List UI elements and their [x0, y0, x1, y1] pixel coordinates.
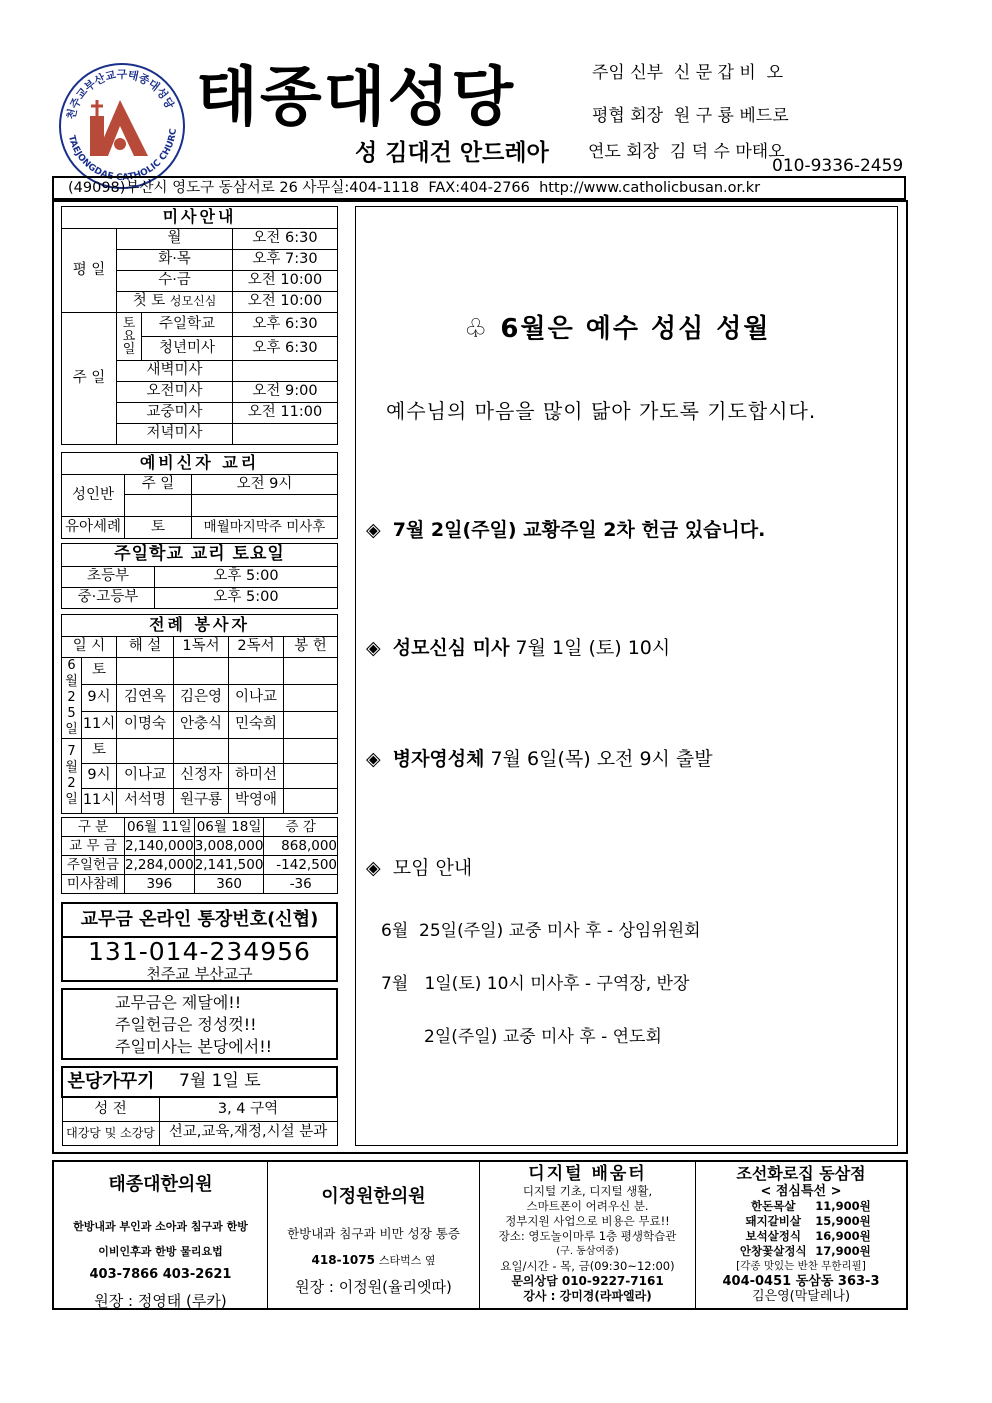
liturgy-cell	[174, 739, 229, 764]
ad-line: 한방내과 부인과 소아과 침구과 한방	[73, 1220, 248, 1233]
announcement-text: 병자영성체	[392, 748, 485, 770]
ad-line: 요일/시간 - 목, 금(09:30~12:00)	[500, 1259, 675, 1273]
finance-header: 구 분	[62, 818, 125, 837]
finance-label: 주일헌금	[62, 856, 125, 875]
finance-header: 06월 18일	[194, 818, 264, 837]
mass-time	[233, 361, 338, 382]
ad-phone: 403-7866 403-2621	[89, 1267, 232, 1282]
sunday-label: 주 일	[62, 313, 117, 445]
mass-day	[117, 292, 233, 313]
notice-line: 주일헌금은 정성껏!!	[115, 1015, 257, 1034]
announcement-item	[366, 515, 765, 542]
catechumen-table	[61, 452, 338, 539]
notice-line: 교무금은 제달에!!	[115, 993, 242, 1012]
liturgy-cell	[229, 658, 284, 685]
ad-teacher: 강사 : 강미경(라파엘라)	[523, 1289, 652, 1303]
liturgy-cell: 이명숙	[117, 712, 174, 739]
ad-line: 디지털 기초, 디지털 생활,	[522, 1184, 653, 1198]
mass-time: 오전 10:00	[233, 292, 338, 313]
notice-line: 주일미사는 본당에서!!	[115, 1037, 273, 1056]
mass-name: 주일학교	[142, 313, 233, 337]
mass-time: 오후 6:30	[233, 337, 338, 361]
adult-class-time: 오전 9시	[192, 475, 338, 495]
ad-owner: 김은영(막달레나)	[751, 1289, 851, 1304]
ad-digital-learning	[480, 1162, 696, 1308]
prayer-line: 예수님의 마음을 많이 닮아 가도록 기도합시다.	[386, 399, 817, 423]
mass-name: 청년미사	[142, 337, 233, 361]
announcement-item	[366, 853, 472, 880]
finance-table	[61, 817, 338, 894]
first-saturday-label: 첫 토	[132, 293, 166, 310]
liturgy-cell	[284, 789, 338, 814]
liturgy-time: 토	[82, 658, 117, 685]
liturgy-cell: 김연옥	[117, 685, 174, 712]
cleaning-date: 7월 1일 토	[159, 1067, 337, 1097]
council-president-line: 평협 회장 원 구 룡 베드로	[592, 106, 789, 126]
liturgy-header: 1독서	[174, 637, 229, 658]
ad-phone-row	[268, 1252, 479, 1268]
mass-name: 교중미사	[117, 403, 233, 424]
finance-label: 미사참례	[62, 875, 125, 894]
finance-value: 2,284,000	[125, 856, 194, 873]
liturgy-title: 전례 봉사자	[62, 615, 338, 637]
liturgy-time: 11시	[82, 789, 117, 814]
liturgy-header: 해 설	[117, 637, 174, 658]
announcement-text: 모임 안내	[392, 857, 473, 879]
liturgy-cell: 이나교	[117, 764, 174, 789]
patron-saint-subtitle: 성 김대건 안드레아	[355, 140, 549, 166]
liturgy-header: 2독서	[229, 637, 284, 658]
sunday-school-title: 주일학교 교리 토요일	[62, 544, 338, 567]
menu-item	[696, 1244, 906, 1259]
ad-line: 장소: 영도놀이마루 1층 평생학습관	[498, 1229, 677, 1243]
ad-name: 디지털 배움터	[528, 1164, 647, 1184]
finance-header: 증 감	[264, 818, 338, 837]
liturgy-header: 봉 헌	[284, 637, 338, 658]
diamond-bullet-icon: ◈	[366, 748, 381, 770]
diamond-bullet-icon: ◈	[366, 637, 381, 659]
finance-label: 교 무 금	[62, 837, 125, 856]
liturgy-cell	[229, 739, 284, 764]
liturgy-cell	[117, 739, 174, 764]
diamond-bullet-icon: ◈	[366, 857, 381, 879]
month-theme-heading: ♧ 6월은 예수 성심 성월	[464, 314, 771, 344]
liturgy-cell: 이나교	[229, 685, 284, 712]
finance-value: 2,140,000	[125, 837, 194, 854]
ad-subtitle: < 점심특선 >	[760, 1184, 842, 1199]
ad-director: 원장 : 이정원(율리엣따)	[295, 1278, 452, 1296]
finance-value: 396	[125, 875, 195, 894]
announcement-item	[366, 744, 713, 771]
meeting-line: 2일(주일) 교중 미사 후 - 연도회	[424, 1027, 662, 1047]
mass-time: 오전 10:00	[233, 271, 338, 292]
liturgy-date	[62, 739, 82, 814]
mass-day: 화·목	[117, 250, 233, 271]
finance-diff: -36	[264, 875, 338, 894]
liturgy-time: 11시	[82, 712, 117, 739]
liturgy-cell: 김은영	[174, 685, 229, 712]
mass-day: 월	[117, 229, 233, 250]
ad-name: 태종대한의원	[108, 1174, 213, 1195]
sunday-school-table	[61, 543, 338, 609]
finance-value: 3,008,000	[194, 837, 264, 854]
menu-name: 보석살정식	[745, 1229, 802, 1243]
menu-name: 안창꽃살정식	[739, 1244, 807, 1258]
liturgy-cell	[284, 739, 338, 764]
liturgy-cell: 박영애	[229, 789, 284, 814]
school-group: 초등부	[62, 567, 155, 588]
mass-schedule-title: 미사안내	[62, 207, 338, 229]
liturgy-time: 토	[82, 739, 117, 764]
finance-value: 360	[194, 875, 264, 894]
school-time: 오후 5:00	[155, 588, 338, 609]
menu-name: 한돈목살	[751, 1199, 796, 1213]
school-time: 오후 5:00	[155, 567, 338, 588]
menu-item	[696, 1199, 906, 1214]
ad-location: 스타벅스 옆	[378, 1254, 436, 1267]
liturgy-time: 9시	[82, 685, 117, 712]
adult-class-day: 주 일	[125, 475, 192, 495]
school-group: 중·고등부	[62, 588, 155, 609]
mass-name: 오전미사	[117, 382, 233, 403]
cleaning-assignee: 선교,교육,재정,시설 분과	[159, 1121, 337, 1145]
diamond-bullet-icon: ◈	[366, 519, 381, 541]
ad-director: 원장 : 정영태 (루카)	[94, 1292, 227, 1310]
legion-president-line: 연도 회장 김 덕 수 마태오	[588, 142, 785, 162]
church-seal-logo	[56, 60, 188, 192]
infant-baptism-label: 유아세례	[62, 517, 125, 539]
liturgy-cell: 하미선	[229, 764, 284, 789]
menu-price: 17,900원	[815, 1244, 871, 1258]
announcement-item	[366, 633, 670, 660]
cleaning-title: 본당가꾸기	[62, 1067, 159, 1097]
finance-diff: 868,000	[264, 837, 338, 856]
menu-name: 돼지갈비살	[745, 1214, 802, 1228]
liturgy-date	[62, 658, 82, 739]
announcement-text: 성모신심 미사	[392, 637, 510, 659]
menu-item	[696, 1214, 906, 1229]
address-bar: (49098)부산시 영도구 동삼서로 26 사무실:404-1118 FAX:404-2766 http://www.catholicbusan.or.kr	[52, 176, 906, 200]
announcement-text: 7월 2일(주일) 교황주일 2차 헌금 있습니다.	[392, 519, 766, 541]
liturgy-cell: 신정자	[174, 764, 229, 789]
mass-name: 저녁미사	[117, 424, 233, 445]
cleaning-table	[61, 1066, 338, 1146]
finance-header: 06월 11일	[125, 818, 195, 837]
weekday-label: 평 일	[62, 229, 117, 313]
ad-name: 이정원한의원	[321, 1186, 426, 1207]
account-number: 131-014-234956	[88, 937, 311, 966]
cleaning-assignee: 3, 4 구역	[159, 1097, 337, 1121]
liturgy-header: 일 시	[62, 637, 117, 658]
mass-time: 오후 6:30	[233, 313, 338, 337]
announcement-detail: 7월 6일(목) 오전 9시 출발	[490, 748, 713, 770]
liturgy-cell: 원구룡	[174, 789, 229, 814]
liturgy-date-text: 6월25일	[65, 658, 78, 737]
account-owner: 천주교 부산교구	[146, 965, 253, 983]
catechumen-title: 예비신자 교리	[62, 453, 338, 475]
ad-line: 정부지원 사업으로 비용은 무료!!	[505, 1214, 670, 1228]
svg-text:TAEJONGDAE CATHOLIC CHURCH: TAEJONGDAE CATHOLIC CHURC	[65, 127, 180, 184]
ads-footer	[52, 1160, 908, 1310]
meeting-line: 6월 25일(주일) 교중 미사 후 - 상임위원회	[381, 921, 701, 941]
ad-name: 조선화로집 동삼점	[736, 1164, 866, 1183]
ad-line: 이비인후과 한방 물리요법	[98, 1245, 223, 1258]
mass-time: 오후 7:30	[233, 250, 338, 271]
finance-diff: -142,500	[264, 856, 338, 875]
menu-item	[696, 1229, 906, 1244]
ad-phone: 404-0451 동삼동 363-3	[722, 1274, 880, 1289]
liturgy-cell	[174, 658, 229, 685]
liturgy-cell	[284, 712, 338, 739]
finance-value: 2,141,500	[194, 856, 264, 873]
mass-name: 새벽미사	[117, 361, 233, 382]
mass-time: 오전 9:00	[233, 382, 338, 403]
infant-baptism-time: 매월마지막주 미사후	[192, 517, 338, 539]
meeting-line: 7월 1일(토) 10시 미사후 - 구역장, 반장	[381, 974, 690, 994]
liturgy-cell	[284, 658, 338, 685]
first-saturday-sub: 성모신심	[169, 294, 217, 309]
notice-box	[61, 988, 338, 1060]
menu-price: 16,900원	[815, 1229, 871, 1243]
liturgy-cell	[117, 658, 174, 685]
ad-note: [각종 맛있는 반찬 무한리필]	[736, 1260, 866, 1272]
menu-price: 11,900원	[815, 1199, 871, 1213]
announcement-detail: 7월 1일 (토) 10시	[515, 637, 671, 659]
phone-number: 010-9336-2459	[772, 156, 904, 176]
liturgy-cell	[284, 764, 338, 789]
ad-contact: 문의상담 010-9227-7161	[511, 1274, 664, 1288]
mass-time	[233, 424, 338, 445]
liturgy-cell: 민숙희	[229, 712, 284, 739]
liturgy-cell	[284, 685, 338, 712]
mass-time: 오전 11:00	[233, 403, 338, 424]
mass-time: 오전 6:30	[233, 229, 338, 250]
mass-day: 수·금	[117, 271, 233, 292]
ad-clinic-2	[268, 1162, 480, 1308]
cleaning-area: 대강당 및 소강당	[62, 1121, 159, 1145]
ad-line: 스마트폰이 어려우신 분.	[526, 1199, 649, 1213]
liturgy-ministers-table	[61, 614, 338, 814]
ad-clinic-1	[54, 1162, 268, 1308]
liturgy-date-text: 7월2일	[65, 744, 78, 807]
ad-line: (구. 동삼여중)	[556, 1246, 619, 1257]
menu-price: 15,900원	[815, 1214, 871, 1228]
ad-line: 한방내과 침구과 비만 성장 통증	[287, 1226, 460, 1241]
svg-text:천주교부산교구태종대성당: 천주교부산교구태종대성당	[64, 67, 177, 121]
mass-schedule-table	[61, 206, 338, 445]
infant-baptism-day: 토	[125, 517, 192, 539]
liturgy-cell: 서석명	[117, 789, 174, 814]
account-title: 교무금 온라인 통장번호(신협)	[63, 904, 336, 938]
saturday-label	[117, 313, 142, 361]
ad-phone: 418-1075	[311, 1253, 375, 1267]
church-name-title: 태종대성당	[196, 61, 516, 135]
adult-class-label: 성인반	[62, 475, 125, 517]
ad-restaurant	[696, 1162, 906, 1308]
liturgy-cell: 안충식	[174, 712, 229, 739]
pastor-line: 주임 신부 신 문 갑 비 오	[592, 63, 784, 83]
liturgy-time: 9시	[82, 764, 117, 789]
saturday-label-text: 토요일	[122, 316, 136, 357]
account-box	[61, 902, 338, 982]
cleaning-area: 성 전	[62, 1097, 159, 1121]
announcements-panel	[355, 206, 898, 1146]
